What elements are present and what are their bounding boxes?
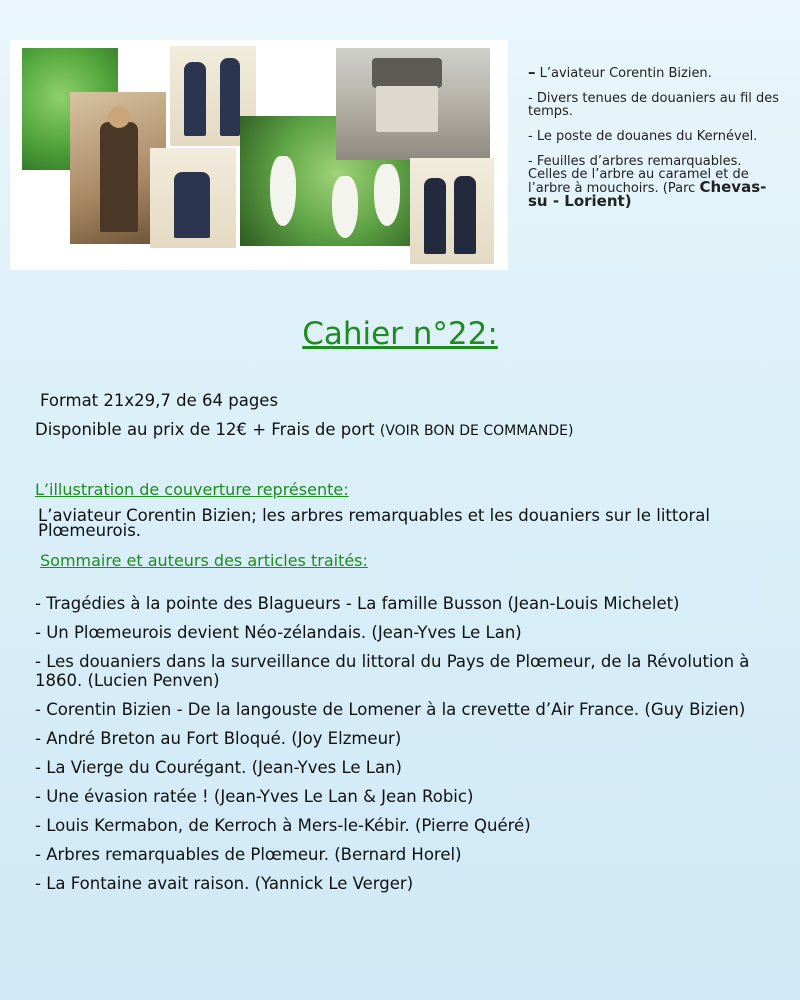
caption-1: – L’aviateur Corentin Bizien. — [528, 63, 712, 81]
article-item: - Tragédies à la pointe des Blagueurs - La famille Busson (Jean-Louis Michelet) — [35, 594, 680, 613]
price-text: Disponible au prix de 12€ + Frais de port (VOIR BON DE COMMANDE) — [35, 420, 574, 439]
article-item: - La Fontaine avait raison. (Yannick Le Verger) — [35, 874, 414, 893]
caption-3: - Le poste de douanes du Kernével. — [528, 129, 758, 144]
caption-4: - Feuilles d’arbres remarquables. Celles de l’arbre au caramel et de l’arbre à mouchoirs. (Parc Chevas-su - Lorient) — [528, 154, 767, 210]
cover-collage — [10, 40, 508, 270]
article-item: - Corentin Bizien - De la langouste de Lomener à la crevette d’Air France. (Guy Bizien) — [35, 700, 746, 719]
cover-captions — [528, 63, 783, 221]
article-item: - La Vierge du Courégant. (Jean-Yves Le Lan) — [35, 758, 402, 777]
faded-watermark-text — [40, 448, 720, 470]
seated-customs-illustration — [150, 148, 236, 248]
order-form-note: (VOIR BON DE COMMANDE) — [379, 423, 574, 439]
kernevel-customs-post-photo — [336, 48, 490, 160]
article-item: - Les douaniers dans la surveillance du littoral du Pays de Plœmeur, de la Révolution à 1860. (Lucien Penven) — [35, 652, 750, 690]
format-text: Format 21x29,7 de 64 pages — [40, 391, 279, 410]
caption-2: - Divers tenues de douaniers au fil des temps. — [528, 91, 780, 119]
illustration-text: L’aviateur Corentin Bizien; les arbres remarquables et les douaniers sur le littoral Plœmeurois. — [38, 506, 710, 540]
customs-officers-photo — [410, 158, 494, 264]
article-item: - Un Plœmeurois devient Néo-zélandais. (Jean-Yves Le Lan) — [35, 623, 522, 642]
illustration-heading: L’illustration de couverture représente: — [35, 480, 349, 499]
article-item: - Louis Kermabon, de Kerroch à Mers-le-Kébir. (Pierre Quéré) — [35, 816, 531, 835]
article-item: - André Breton au Fort Bloqué. (Joy Elzmeur) — [35, 729, 402, 748]
summary-heading: Sommaire et auteurs des articles traités: — [40, 551, 368, 570]
article-item: - Arbres remarquables de Plœmeur. (Bernard Horel) — [35, 845, 462, 864]
article-list — [35, 594, 795, 903]
article-item: - Une évasion ratée ! (Jean-Yves Le Lan & Jean Robic) — [35, 787, 474, 806]
page-title: Cahier n°22: — [302, 316, 498, 352]
